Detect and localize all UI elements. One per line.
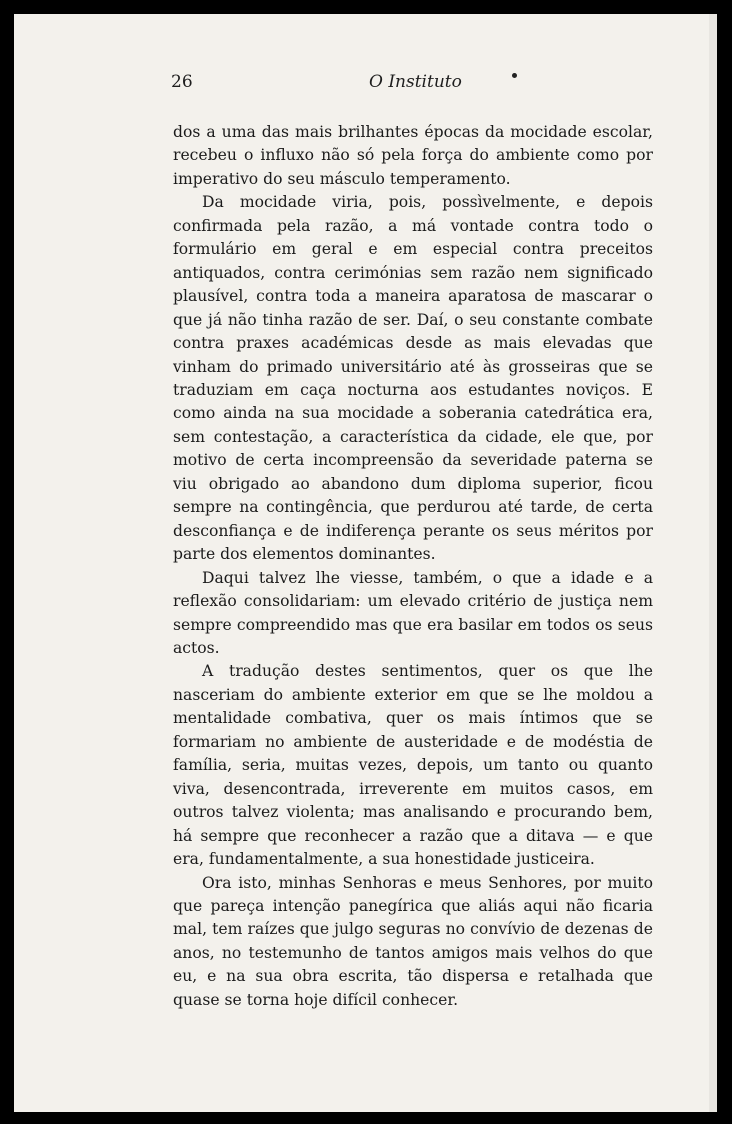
paragraph-2: Da mocidade viria, pois, possìvelmente, e depois confirmada pela razão, a má vontade contra todo o formulário em geral e em especial contra preceitos antiquados, contra cerimónias sem razão nem significado plausível, contra toda a maneira aparatosa de mascarar o que já não tinha razão de ser. Daí, o seu constante combate contra praxes académicas desde as mais elevadas que vinham do primado universitário até às grosseiras que se traduziam em caça nocturna aos estudantes noviços. E como ainda na sua mocidade a soberania catedrática era, sem contestação, a característica da cidade, ele que, por motivo de certa incompreensão da severidade paterna se viu obrigado ao abandono dum diploma superior, ficou sempre na contingência, que perdurou até tarde, de certa desconfiança e de indiferença perante os seus méritos por parte dos elementos dominantes.: [173, 193, 653, 564]
document-page: [14, 14, 717, 1112]
paragraph-1: dos a uma das mais brilhantes épocas da mocidade escolar, recebeu o influxo não só pela força do ambiente como por imperativo do seu másculo temperamento.: [173, 123, 653, 188]
paragraph-5: Ora isto, minhas Senhoras e meus Senhores, por muito que pareça intenção panegírica que aliás aqui não ficaria mal, tem raízes que julgo seguras no convívio de dezenas de anos, no testemunho de tantos amigos mais velhos do que eu, e na sua obra escrita, tão dispersa e retalhada que quase se torna hoje difícil conhecer.: [173, 873, 653, 1009]
paragraph-4: A tradução destes sentimentos, quer os que lhe nasceriam do ambiente exterior em que se lhe moldou a mentalidade combativa, quer os mais íntimos que se formariam no ambiente de austeridade e de modéstia de família, seria, muitas vezes, depois, um tanto ou quanto viva, desencontrada, irreverente em muitos casos, em outros talvez violenta; mas analisando e procurando bem, há sempre que reconhecer a razão que a ditava — e que era, fundamentalmente, a sua honestidade justiceira.: [173, 662, 653, 869]
body-text: [173, 121, 653, 1012]
running-title: O Instituto: [369, 72, 462, 92]
page-header: [171, 72, 571, 96]
page-edge-strip: [709, 14, 717, 1112]
page-number: 26: [171, 72, 193, 92]
paragraph-3: Daqui talvez lhe viesse, também, o que a idade e a reflexão consolidariam: um elevado critério de justiça nem sempre compreendido mas que era basilar em todos os seus actos.: [173, 568, 653, 657]
ink-speck: [512, 73, 517, 78]
